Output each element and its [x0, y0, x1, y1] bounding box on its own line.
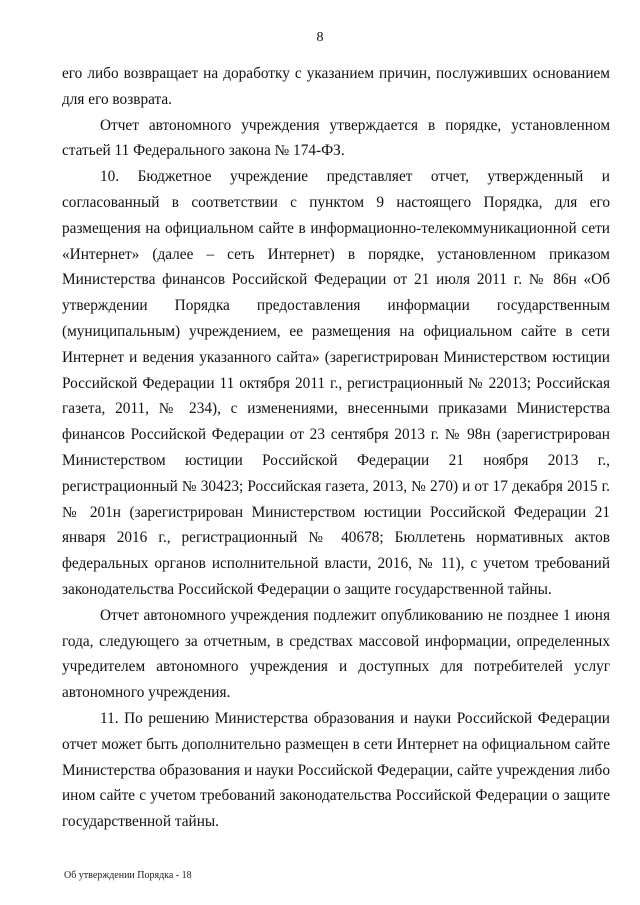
paragraph-item-10: 10. Бюджетное учреждение представляет отчет, утвержденный и согласованный в соответствии с пунктом 9 настоящего Порядка, для его размещения на официальном сайте в информационно-телекоммуникационной сети «Интернет» (далее – сеть Интернет) в порядке, установленном приказом Министерства финансов Российской Федерации от 21 июля 2011 г. № 86н «Об утверждении Порядка предоставления информации государственным (муниципальным) учреждением, ее размещения на официальном сайте в сети Интернет и ведения указанного сайта» (зарегистрирован Министерством юстиции Российской Федерации 11 октября 2011 г., регистрационный № 22013; Российская газета, 2011, № 234), с изменениями, внесенными приказами Министерства финансов Российской Федерации от 23 сентября 2013 г. № 98н (зарегистрирован Министерством юстиции Российской Федерации 21 ноября 2013 г., регистрационный № 30423; Российская газета, 2013, № 270) и от 17 декабря 2015 г. № 201н (зарегистрирован Министерством юстиции Российской Федерации 21 января 2016 г., регистрационный № 40678; Бюллетень нормативных актов федеральных органов исполнительной власти, 2016, № 11), с учетом требований законодательства Российской Федерации о защите государственной тайны. [62, 168, 610, 598]
page-footer: Об утверждении Порядка - 18 [64, 870, 192, 881]
page-number: 8 [316, 30, 324, 45]
paragraph-publication: Отчет автономного учреждения подлежит опубликованию не позднее 1 июня года, следующего за отчетным, в средствах массовой информации, определенных учредителем автономного учреждения и доступных для потребителей услуг автономного учреждения. [62, 606, 610, 702]
paragraph-continuation: его либо возвращает на доработку с указанием причин, послуживших основанием для его возврата. [62, 65, 610, 108]
document-body [62, 61, 610, 835]
paragraph-approval: Отчет автономного учреждения утверждается в порядке, установленном статьей 11 Федерального закона № 174-ФЗ. [62, 116, 610, 160]
paragraph-item-11: 11. По решению Министерства образования и науки Российской Федерации отчет может быть дополнительно размещен в сети Интернет на официальном сайте Министерства образования и науки Российской Федерации, сайте учреждения либо ином сайте с учетом требований законодательства Российской Федерации о защите государственной тайны. [62, 709, 610, 831]
